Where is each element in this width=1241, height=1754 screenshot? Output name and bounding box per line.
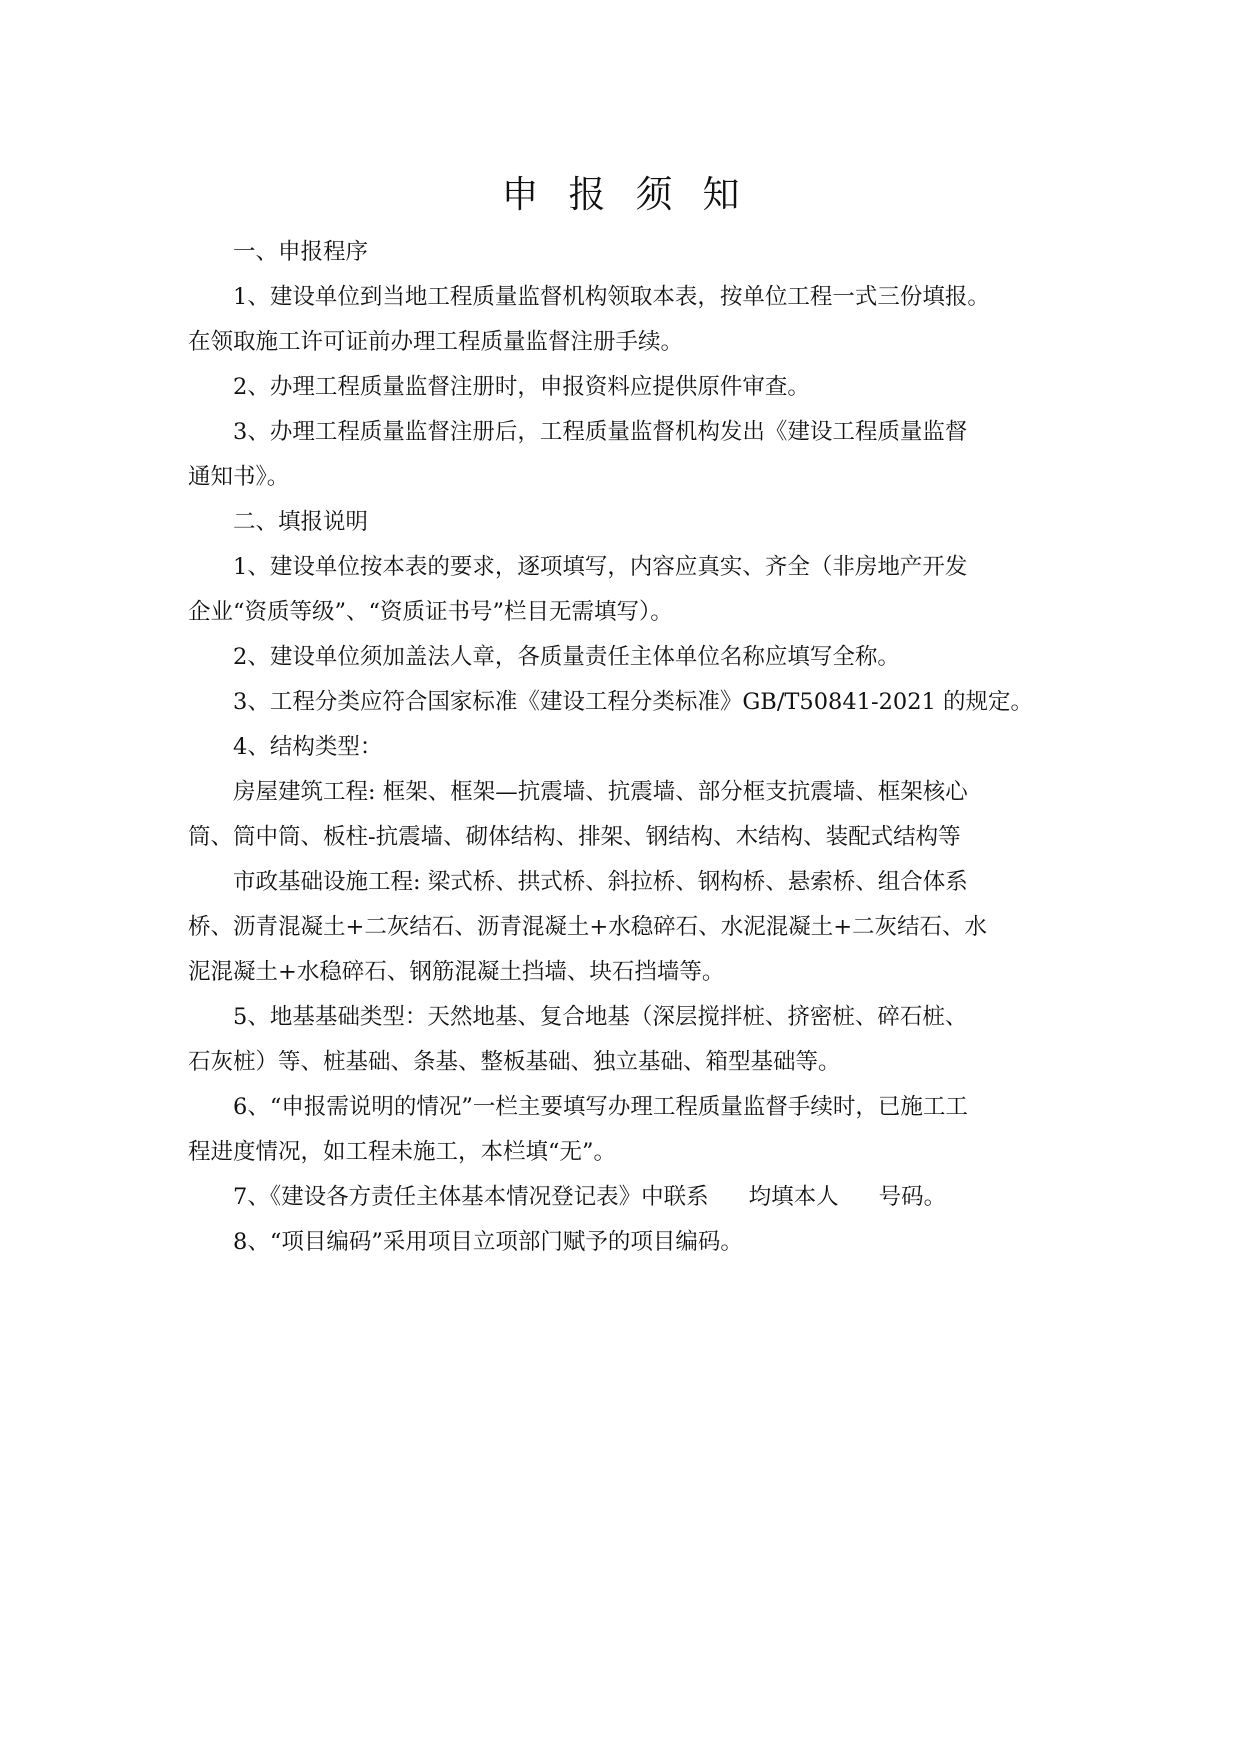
section-heading: 二、填报说明: [233, 509, 369, 535]
line7-part2: 均填本人: [748, 1184, 839, 1210]
page-title: 申报须知: [501, 173, 770, 216]
paragraph-line: 程进度情况，如工程未施工，本栏填“无”。: [188, 1139, 617, 1165]
paragraph-line: 3、办理工程质量监督注册后，工程质量监督机构发出《建设工程质量监督: [233, 419, 968, 445]
paragraph-line: 4、结构类型：: [233, 734, 383, 760]
paragraph-line: 1、建设单位到当地工程质量监督机构领取本表，按单位工程一式三份填报。: [233, 284, 990, 310]
paragraph-line: 1、建设单位按本表的要求，逐项填写，内容应真实、齐全（非房地产开发: [233, 554, 968, 580]
paragraph-line: 6、“申报需说明的情况”一栏主要填写办理工程质量监督手续时，已施工工: [233, 1094, 968, 1120]
paragraph-line: 桥、沥青混凝土+二灰结石、沥青混凝土+水稳碎石、水泥混凝土+二灰结石、水: [188, 914, 988, 940]
paragraph-line: 筒、筒中筒、板柱-抗震墙、砌体结构、排架、钢结构、木结构、装配式结构等: [188, 824, 961, 850]
paragraph-line: 通知书》。: [188, 464, 290, 490]
document-body: [188, 230, 1058, 1265]
paragraph-line: 在领取施工许可证前办理工程质量监督注册手续。: [188, 329, 684, 355]
paragraph-line: 企业“资质等级”、“资质证书号”栏目无需填写）。: [188, 599, 673, 625]
paragraph-line: 市政基础设施工程: 梁式桥、拱式桥、斜拉桥、钢构桥、悬索桥、组合体系: [233, 869, 968, 895]
line7-part3: 号码。: [878, 1184, 947, 1210]
paragraph-line: 3、工程分类应符合国家标准《建设工程分类标准》GB/T50841-2021 的规定。: [233, 689, 1034, 715]
paragraph-line: 2、办理工程质量监督注册时，申报资料应提供原件审查。: [233, 374, 810, 400]
paragraph-line: 石灰桩）等、桩基础、条基、整板基础、独立基础、箱型基础等。: [188, 1049, 841, 1075]
paragraph-line: 泥混凝土+水稳碎石、钢筋混凝土挡墙、块石挡墙等。: [188, 959, 725, 985]
paragraph-line: 2、建设单位须加盖法人章，各质量责任主体单位名称应填写全称。: [233, 644, 900, 670]
paragraph-line: 8、“项目编码”采用项目立项部门赋予的项目编码。: [233, 1229, 743, 1255]
paragraph-line: [188, 1175, 1058, 1220]
line7-part1: 7、《建设各方责任主体基本情况登记表》中联系: [233, 1184, 709, 1210]
paragraph-line: 房屋建筑工程: 框架、框架—抗震墙、抗震墙、部分框支抗震墙、框架核心: [233, 779, 968, 805]
paragraph-line: 5、地基基础类型：天然地基、复合地基（深层搅拌桩、挤密桩、碎石桩、: [233, 1004, 968, 1030]
section-heading: 一、申报程序: [233, 239, 369, 265]
